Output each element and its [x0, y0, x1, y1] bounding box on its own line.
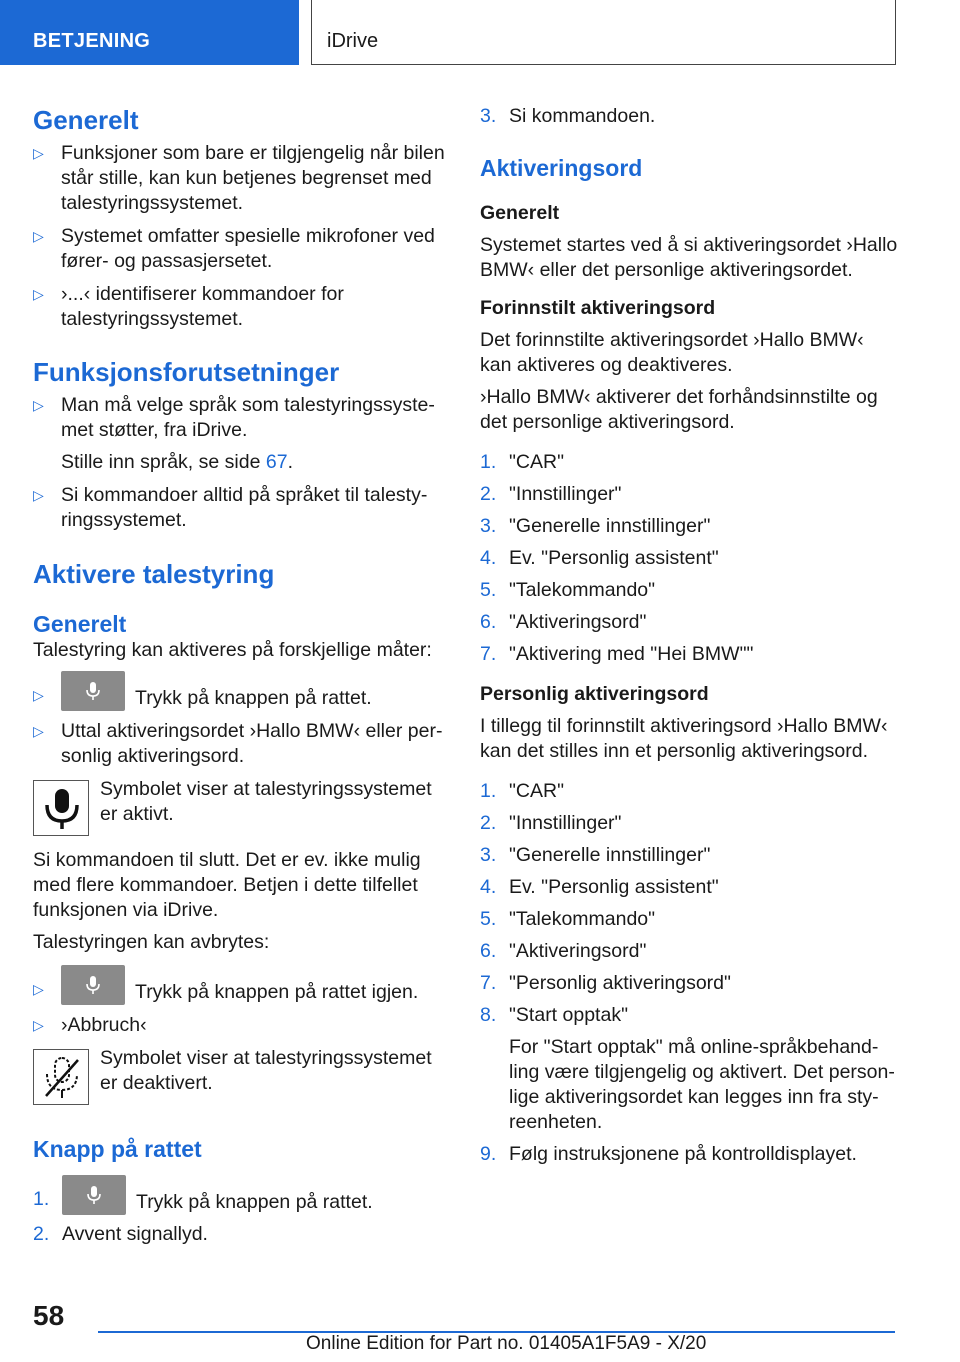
symbol-row [33, 777, 451, 836]
list-item-text: "Innstillinger" [509, 483, 622, 505]
steering-wheel-voice-button [61, 965, 125, 1005]
list-number: 1. [480, 451, 497, 473]
list-item: 2. Avvent signallyd. [33, 1223, 208, 1245]
subheading-forinnstilt: Forinnstilt aktiveringsord [480, 297, 716, 319]
list-item: ▷ Trykk på knappen på rattet igjen. [33, 977, 451, 1005]
list-item-text: "Innstillinger" [509, 812, 622, 834]
list-number: 4. [480, 876, 497, 898]
right-column [480, 100, 900, 1167]
left-column [33, 100, 451, 1247]
section-label: BETJENING [33, 30, 151, 52]
list-item-text: "Aktiveringsord" [509, 940, 647, 962]
page-number: 58 [33, 1300, 65, 1331]
numbered-list [480, 779, 900, 1028]
voice-inactive-symbol [33, 1049, 89, 1105]
symbol-description: Symbolet viser at talestyringssystemet er deaktivert. [100, 1047, 432, 1094]
paragraph: I tillegg til forinnstilt aktiveringsord ›Hallo BMW‹ kan det stilles inn et personlig aktiveringsord. [480, 715, 888, 762]
list-item: ▷ Man må velge språk som talestyringssystemet støtter, fra iDrive. [33, 394, 435, 441]
paragraph: Talestyringen kan avbrytes: [33, 931, 270, 953]
list-item-text: "Talekommando" [509, 579, 656, 601]
list-item [480, 514, 900, 539]
bullet-triangle-icon: ▷ [33, 487, 44, 503]
microphone-icon [85, 681, 101, 701]
symbol-description: Symbolet viser at talestyringssystemet er aktivt. [100, 778, 432, 825]
bullet-triangle-icon: ▷ [33, 687, 44, 703]
list-item: ▷ Systemet omfatter spesielle mikrofoner ved fører- og passasjersetet. [33, 225, 435, 272]
list-number: 7. [480, 972, 497, 994]
bullet-triangle-icon: ▷ [33, 228, 44, 244]
bullet-triangle-icon: ▷ [33, 286, 44, 302]
list-item: ▷ ›...‹ identifiserer kommandoer for talestyringssystemet. [33, 283, 344, 330]
list-item-text: Ev. "Personlig assistent" [509, 876, 719, 898]
bullet-triangle-icon: ▷ [33, 723, 44, 739]
edition-text: Online Edition for Part no. 01405A1F5A9 - X/20 [306, 1333, 707, 1354]
paragraph: Si kommandoen til slutt. Det er ev. ikke mulig med flere kommandoer. Betjen i dette tilfellet funksjonen via iDrive. [33, 849, 421, 921]
paragraph: Systemet startes ved å si aktiveringsordet ›Hallo BMW‹ eller det personlige aktiveringsordet. [480, 234, 898, 281]
steering-wheel-voice-button [62, 1175, 126, 1215]
subheading-generelt: Generelt [33, 611, 127, 637]
list-number: 7. [480, 643, 497, 665]
bullet-triangle-icon: ▷ [33, 145, 44, 161]
list-number: 3. [480, 844, 497, 866]
list-item-text: "Personlig aktiveringsord" [509, 972, 731, 994]
heading-knapp-pa-rattet: Knapp på rattet [33, 1136, 202, 1162]
paragraph: Det forinnstilte aktiveringsordet ›Hallo BMW‹ kan aktiveres og deaktiveres. [480, 329, 864, 376]
bullet-triangle-icon: ▷ [33, 981, 44, 997]
microphone-active-icon [42, 787, 82, 831]
list-number: 5. [480, 579, 497, 601]
heading-generelt: Generelt [33, 105, 139, 135]
list-item-text: "Aktiveringsord" [509, 611, 647, 633]
list-item [480, 939, 900, 964]
list-item [480, 907, 900, 932]
list-item-text: "CAR" [509, 780, 565, 802]
list-item [480, 482, 900, 507]
list-item [480, 642, 900, 667]
list-item: 1. Trykk på knappen på rattet. [33, 1187, 451, 1215]
list-item: ▷ Uttal aktiveringsordet ›Hallo BMW‹ eller personlig aktiveringsord. [33, 720, 443, 767]
list-number: 8. [480, 1004, 497, 1026]
voice-active-symbol [33, 780, 89, 836]
list-item-text: "CAR" [509, 451, 565, 473]
list-item [480, 450, 900, 475]
list-item [480, 811, 900, 836]
list-number: 6. [480, 611, 497, 633]
heading-aktivere-talestyring: Aktivere talestyring [33, 559, 275, 589]
list-item: ▷ Si kommandoer alltid på språket til talestyringssystemet. [33, 484, 428, 531]
list-item-text: Ev. "Personlig assistent" [509, 547, 719, 569]
list-number: 2. [480, 812, 497, 834]
list-item-text: "Generelle innstillinger" [509, 844, 711, 866]
list-item [480, 1003, 900, 1028]
list-item [480, 843, 900, 868]
list-item: 9. Følg instruksjonene på kontrolldisplayet. [480, 1143, 857, 1165]
chapter-title: iDrive [327, 30, 379, 52]
list-item [480, 578, 900, 603]
list-item [480, 610, 900, 635]
subheading-generelt: Generelt [480, 202, 560, 224]
bullet-triangle-icon: ▷ [33, 1017, 44, 1033]
steering-wheel-voice-button [61, 671, 125, 711]
list-item [480, 779, 900, 804]
list-item [480, 875, 900, 900]
list-item-text: "Generelle innstillinger" [509, 515, 711, 537]
list-number: 6. [480, 940, 497, 962]
bullet-triangle-icon: ▷ [33, 397, 44, 413]
list-item-text: "Talekommando" [509, 908, 656, 930]
paragraph: Talestyring kan aktiveres på forskjellige måter: [33, 639, 432, 661]
list-item [480, 546, 900, 571]
list-number: 1. [480, 780, 497, 802]
subheading-personlig: Personlig aktiveringsord [480, 683, 709, 705]
symbol-row [33, 1046, 451, 1105]
list-item-text: "Aktivering med "Hei BMW"" [509, 643, 754, 665]
list-item: ▷ Trykk på knappen på rattet. [33, 683, 451, 711]
chapter-tab [311, 0, 896, 65]
list-number: 3. [480, 515, 497, 537]
heading-funksjonsforutsetninger: Funksjonsforutsetninger [33, 357, 340, 387]
paragraph: ›Hallo BMW‹ aktiverer det forhåndsinnstilte og det personlige aktiveringsord. [480, 386, 878, 433]
list-item: ▷ Funksjoner som bare er tilgjengelig når bilen står stille, kan kun betjenes begrenset med talestyringssystemet. [33, 142, 445, 214]
list-item-note: Stille inn språk, se side 67. [61, 451, 293, 473]
list-number: 5. [480, 908, 497, 930]
list-item-note: For "Start opptak" må online-språkbehandling være tilgjengelig og aktivert. Det personlige aktiveringsordet kan legges inn fra styreenheten. [509, 1036, 895, 1133]
list-item-text: "Start opptak" [509, 1004, 628, 1026]
list-number: 2. [480, 483, 497, 505]
numbered-list [480, 450, 900, 667]
list-item [480, 971, 900, 996]
list-item: ▷ ›Abbruch‹ [33, 1014, 147, 1036]
heading-aktiveringsord: Aktiveringsord [480, 155, 643, 181]
microphone-icon [86, 1185, 102, 1205]
section-tab [0, 0, 299, 65]
list-number: 4. [480, 547, 497, 569]
page-reference-link[interactable]: 67 [265, 451, 288, 473]
list-item: 3. Si kommandoen. [480, 105, 656, 127]
microphone-off-icon [42, 1056, 82, 1100]
microphone-icon [85, 975, 101, 995]
